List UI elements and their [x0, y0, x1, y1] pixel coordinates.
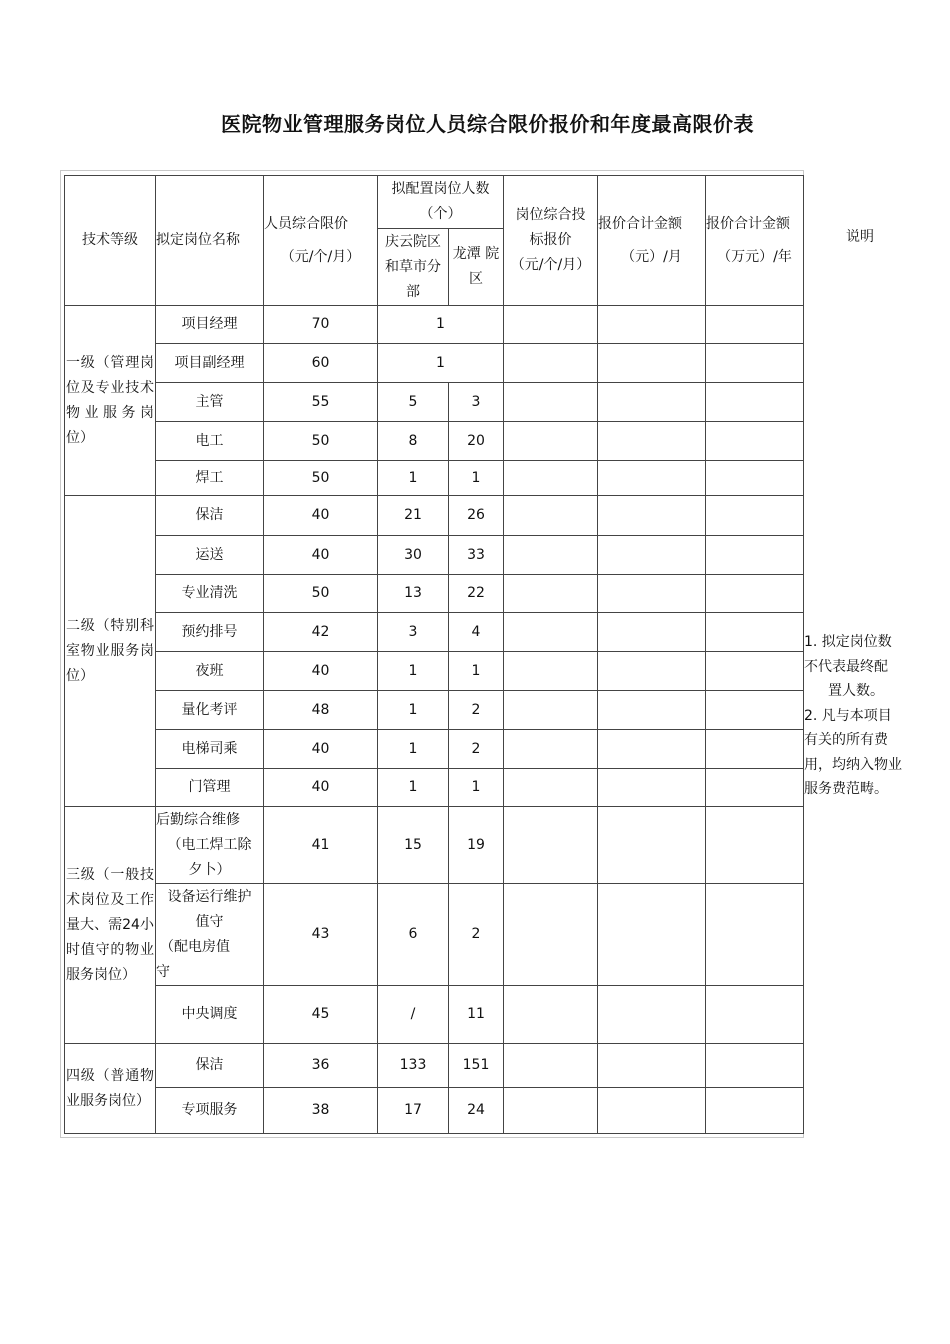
longtan-count-cell: 2 — [449, 884, 504, 986]
qingyun-count-cell: 1 — [378, 461, 449, 496]
qingyun-count-cell: 1 — [378, 652, 449, 691]
bid-cell — [504, 496, 598, 536]
limit-cell: 50 — [264, 575, 378, 613]
note-line: 1. 拟定岗位数 — [804, 634, 892, 650]
year-total-cell — [706, 807, 804, 884]
header-post: 拟定岗位名称 — [156, 176, 264, 306]
month-total-cell — [598, 769, 706, 807]
post-cell: 项目副经理 — [156, 344, 264, 383]
header-count-line2: （个） — [419, 206, 462, 222]
year-total-cell — [706, 422, 804, 461]
post-line: （配电房值 — [160, 938, 230, 955]
header-qingyun-line1: 庆云院区 — [385, 233, 441, 250]
header-longtan — [449, 229, 504, 306]
post-cell: 电工 — [156, 422, 264, 461]
year-total-cell — [706, 383, 804, 422]
level-cell: 一级（管理岗位及专业技术物业服务岗位） — [65, 306, 156, 496]
longtan-count-cell: 19 — [449, 807, 504, 884]
price-table — [64, 175, 804, 1134]
month-total-cell — [598, 496, 706, 536]
limit-cell: 40 — [264, 652, 378, 691]
longtan-count-cell: 1 — [449, 461, 504, 496]
month-total-cell — [598, 306, 706, 344]
month-total-cell — [598, 575, 706, 613]
bid-cell — [504, 769, 598, 807]
level-cell: 二级（特别科室物业服务岗位） — [65, 496, 156, 807]
header-bid-line2: 标报价 — [529, 232, 572, 248]
post-cell: 保洁 — [156, 1044, 264, 1088]
header-month-line2: （元）/月 — [621, 248, 682, 265]
year-total-cell — [706, 986, 804, 1044]
header-count-line1: 拟配置岗位人数 — [391, 181, 490, 197]
longtan-count-cell: 2 — [449, 691, 504, 730]
post-cell: 门管理 — [156, 769, 264, 807]
header-limit-line1: 人员综合限价 — [264, 215, 348, 232]
limit-cell: 70 — [264, 306, 378, 344]
header-longtan-line1: 龙潭 院 — [452, 246, 500, 262]
post-cell — [156, 884, 264, 986]
longtan-count-cell: 1 — [449, 652, 504, 691]
post-cell: 专项服务 — [156, 1088, 264, 1134]
limit-cell: 60 — [264, 344, 378, 383]
post-line: 守 — [156, 963, 170, 980]
bid-cell — [504, 344, 598, 383]
qingyun-count-cell: 21 — [378, 496, 449, 536]
limit-cell: 40 — [264, 496, 378, 536]
header-qingyun-line3: 部 — [406, 283, 420, 300]
note-text — [804, 630, 914, 802]
header-bid — [504, 176, 598, 306]
post-line: 夕卜） — [188, 861, 231, 878]
limit-cell: 38 — [264, 1088, 378, 1134]
qingyun-count-cell: 15 — [378, 807, 449, 884]
bid-cell — [504, 383, 598, 422]
bid-cell — [504, 461, 598, 496]
qingyun-count-cell: 3 — [378, 613, 449, 652]
note-line: 服务费范畴。 — [804, 781, 888, 797]
header-level: 技术等级 — [65, 176, 156, 306]
month-total-cell — [598, 1088, 706, 1134]
month-total-cell — [598, 652, 706, 691]
limit-cell: 40 — [264, 769, 378, 807]
note-line: 置人数。 — [828, 683, 884, 699]
bid-cell — [504, 1088, 598, 1134]
month-total-cell — [598, 1044, 706, 1088]
qingyun-count-cell: 5 — [378, 383, 449, 422]
longtan-count-cell: 20 — [449, 422, 504, 461]
month-total-cell — [598, 730, 706, 769]
year-total-cell — [706, 536, 804, 575]
header-bid-line1: 岗位综合投 — [515, 207, 586, 223]
note-line: 有关的所有费 — [804, 732, 888, 748]
post-line: 后勤综合维修 — [156, 811, 240, 828]
qingyun-count-cell: 8 — [378, 422, 449, 461]
limit-cell: 40 — [264, 730, 378, 769]
month-total-cell — [598, 422, 706, 461]
limit-cell: 42 — [264, 613, 378, 652]
month-total-cell — [598, 613, 706, 652]
year-total-cell — [706, 1088, 804, 1134]
note-line: 不代表最终配 — [804, 658, 888, 675]
count-combined-cell: 1 — [378, 344, 504, 383]
year-total-cell — [706, 1044, 804, 1088]
post-line: 设备运行维护 — [167, 888, 252, 905]
post-cell: 运送 — [156, 536, 264, 575]
header-month-line1: 报价合计金额 — [598, 215, 682, 232]
longtan-count-cell: 33 — [449, 536, 504, 575]
year-total-cell — [706, 575, 804, 613]
post-cell: 电梯司乘 — [156, 730, 264, 769]
month-total-cell — [598, 986, 706, 1044]
qingyun-count-cell: 1 — [378, 691, 449, 730]
year-total-cell — [706, 691, 804, 730]
bid-cell — [504, 613, 598, 652]
qingyun-count-cell: 6 — [378, 884, 449, 986]
year-total-cell — [706, 730, 804, 769]
bid-cell — [504, 652, 598, 691]
longtan-count-cell: 26 — [449, 496, 504, 536]
header-bid-line3: （元/个/月） — [510, 257, 591, 273]
qingyun-count-cell: 17 — [378, 1088, 449, 1134]
month-total-cell — [598, 884, 706, 986]
qingyun-count-cell: / — [378, 986, 449, 1044]
qingyun-count-cell: 133 — [378, 1044, 449, 1088]
header-year-line2: （万元）/年 — [717, 248, 792, 265]
header-limit — [264, 176, 378, 306]
bid-cell — [504, 730, 598, 769]
post-cell: 预约排号 — [156, 613, 264, 652]
bid-cell — [504, 1044, 598, 1088]
post-cell: 主管 — [156, 383, 264, 422]
year-total-cell — [706, 613, 804, 652]
qingyun-count-cell: 13 — [378, 575, 449, 613]
limit-cell: 41 — [264, 807, 378, 884]
post-cell: 焊工 — [156, 461, 264, 496]
month-total-cell — [598, 461, 706, 496]
year-total-cell — [706, 652, 804, 691]
post-cell: 中央调度 — [156, 986, 264, 1044]
level-cell: 三级（一般技术岗位及工作量大、需24小时值守的物业服务岗位） — [65, 807, 156, 1044]
limit-cell: 50 — [264, 461, 378, 496]
post-cell: 保洁 — [156, 496, 264, 536]
month-total-cell — [598, 344, 706, 383]
limit-cell: 48 — [264, 691, 378, 730]
qingyun-count-cell: 1 — [378, 730, 449, 769]
year-total-cell — [706, 769, 804, 807]
note-line: 用，均纳入物业 — [804, 756, 902, 773]
bid-cell — [504, 422, 598, 461]
month-total-cell — [598, 383, 706, 422]
month-total-cell — [598, 536, 706, 575]
post-cell: 项目经理 — [156, 306, 264, 344]
header-month-total — [598, 176, 706, 306]
header-count — [378, 176, 504, 229]
post-cell — [156, 807, 264, 884]
limit-cell: 40 — [264, 536, 378, 575]
bid-cell — [504, 691, 598, 730]
note-line: 2. 凡与本项目 — [804, 707, 892, 724]
year-total-cell — [706, 344, 804, 383]
post-cell: 专业清洗 — [156, 575, 264, 613]
longtan-count-cell: 3 — [449, 383, 504, 422]
year-total-cell — [706, 461, 804, 496]
longtan-count-cell: 22 — [449, 575, 504, 613]
header-longtan-line2: 区 — [469, 271, 483, 287]
header-qingyun-line2: 和草市分 — [385, 258, 441, 275]
qingyun-count-cell: 1 — [378, 769, 449, 807]
limit-cell: 43 — [264, 884, 378, 986]
header-year-line1: 报价合计金额 — [706, 215, 790, 232]
qingyun-count-cell: 30 — [378, 536, 449, 575]
document-title: 医院物业管理服务岗位人员综合限价报价和年度最高限价表 — [221, 112, 754, 136]
post-cell: 量化考评 — [156, 691, 264, 730]
post-cell: 夜班 — [156, 652, 264, 691]
post-line: （电工焊工除 — [167, 836, 252, 853]
bid-cell — [504, 807, 598, 884]
year-total-cell — [706, 496, 804, 536]
bid-cell — [504, 986, 598, 1044]
longtan-count-cell: 11 — [449, 986, 504, 1044]
year-total-cell — [706, 884, 804, 986]
post-line: 值守 — [195, 913, 224, 930]
bid-cell — [504, 306, 598, 344]
header-qingyun — [378, 229, 449, 306]
longtan-count-cell: 1 — [449, 769, 504, 807]
limit-cell: 45 — [264, 986, 378, 1044]
longtan-count-cell: 151 — [449, 1044, 504, 1088]
longtan-count-cell: 24 — [449, 1088, 504, 1134]
bid-cell — [504, 536, 598, 575]
level-cell: 四级（普通物业服务岗位） — [65, 1044, 156, 1134]
limit-cell: 55 — [264, 383, 378, 422]
month-total-cell — [598, 691, 706, 730]
year-total-cell — [706, 306, 804, 344]
header-year-total — [706, 176, 804, 306]
longtan-count-cell: 4 — [449, 613, 504, 652]
month-total-cell — [598, 807, 706, 884]
bid-cell — [504, 575, 598, 613]
count-combined-cell: 1 — [378, 306, 504, 344]
note-header: 说明 — [846, 229, 874, 245]
limit-cell: 36 — [264, 1044, 378, 1088]
longtan-count-cell: 2 — [449, 730, 504, 769]
limit-cell: 50 — [264, 422, 378, 461]
bid-cell — [504, 884, 598, 986]
header-limit-line2: （元/个/月） — [280, 248, 361, 265]
